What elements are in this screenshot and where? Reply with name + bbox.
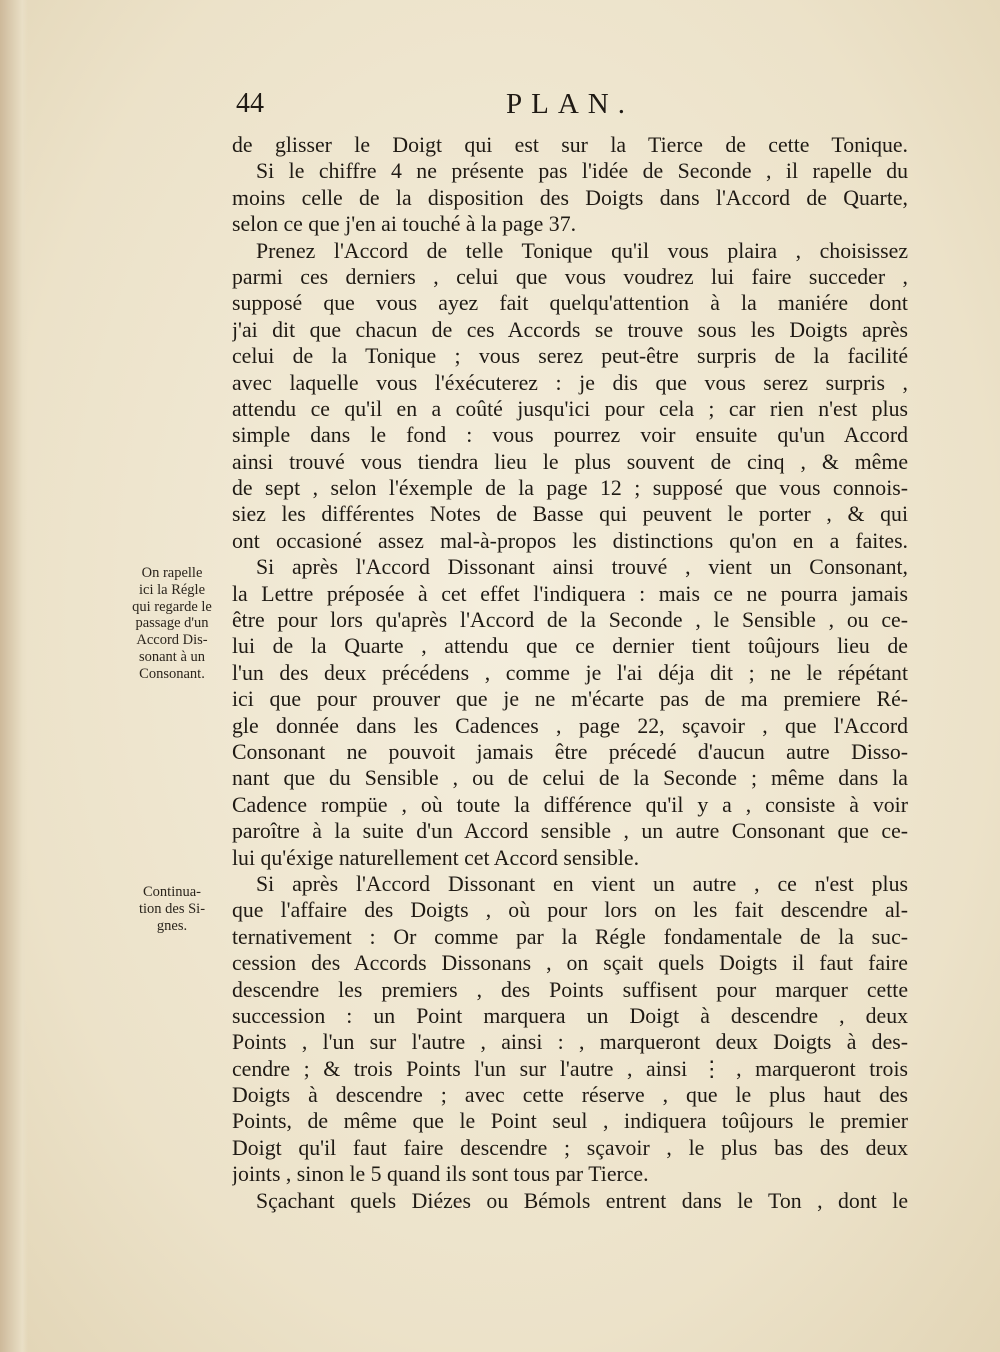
text-line: paroître à la suite d'un Accord sensible , un autre Consonant que ce- [232,819,908,844]
text-line: Cadence rompüe , où toute la différence qu'il y a , consiste à voir [232,792,908,817]
margin-note-line: qui regarde le [132,598,212,615]
margin-note-regle [120,565,224,683]
text-line: nant que du Sensible , ou de celui de la Seconde ; même dans la [232,766,908,791]
margin-note-line: Consonant. [139,665,205,682]
margin-note-line: gnes. [156,917,188,934]
body-text [232,132,908,1214]
text-line: la Lettre préposée à cet effet l'indiquera : mais ce ne pourra jamais [232,581,908,606]
text-line: de glisser le Doigt qui est sur la Tierce de cette Tonique. [232,133,908,157]
text-line: simple dans le fond : vous pourrez voir ensuite qu'un Accord [232,423,908,448]
margin-note-line: Continua- [143,884,201,900]
text-line: lui qu'éxige naturellement cet Accord sensible. [232,845,640,870]
text-line: l'un des deux précédens , comme je l'ai déja dit ; ne le répétant [232,660,908,685]
text-line: joints , sinon le 5 quand ils sont tous par Tierce. [232,1162,649,1187]
text-line: Consonant ne pouvoit jamais être précedé d'aucun autre Disso- [232,739,908,764]
text-line: ternativement : Or comme par la Régle fondamentale de la suc- [232,924,908,949]
text-line: cendre ; & trois Points l'un sur l'autre , ainsi ⋮ , marqueront trois [232,1056,908,1081]
text-line: moins celle de la disposition des Doigts dans l'Accord de Quarte, [232,185,908,210]
text-line: ont occasioné assez mal-à-propos les distinctions qu'on en a faites. [232,528,908,553]
margin-note-line: ici la Régle [138,581,206,598]
text-line: Si le chiffre 4 ne présente pas l'idée de Seconde , il rapelle du [256,159,908,184]
margin-note-signes [120,884,224,934]
text-line: supposé que vous ayez fait quelqu'attention à la maniére dont [232,291,908,316]
margin-note-line: sonant à un [138,648,206,665]
running-title: PLAN. [506,88,634,120]
text-line: Si après l'Accord Dissonant en vient un autre , ce n'est plus [256,871,908,896]
text-line: lui de la Quarte , attendu que ce dernier tient toûjours lieu de [232,634,908,659]
margin-note-line: tion des Si- [138,900,206,917]
text-line: descendre les premiers , des Points suffisent pour marquer cette [232,977,908,1002]
text-line: Points , l'un sur l'autre , ainsi : , marqueront deux Doigts à des- [232,1030,908,1055]
text-line: être pour lors qu'après l'Accord de la Seconde , le Sensible , ou ce- [232,608,908,633]
text-line: siez les différentes Notes de Basse qui peuvent le porter , & qui [232,502,908,527]
text-line: Points, de même que le Point seul , indiquera toûjours le premier [232,1109,908,1134]
text-line: Si après l'Accord Dissonant ainsi trouvé , vient un Consonant, [256,555,908,580]
text-line: attendu ce qu'il en a coûté jusqu'ici pour cela ; car rien n'est plus [232,396,908,421]
text-line: que l'affaire des Doigts , où pour lors on les fait descendre al- [232,898,908,923]
text-line: succession : un Point marquera un Doigt à descendre , deux [232,1003,908,1028]
text-line: Prenez l'Accord de telle Tonique qu'il vous plaira , choisissez [256,238,908,263]
page-header [236,88,906,128]
text-line: gle donnée dans les Cadences , page 22, sçavoir , que l'Accord [232,713,908,738]
page-gutter-shadow [0,0,28,1352]
text-line: Sçachant quels Diézes ou Bémols entrent dans le Ton , dont le [256,1188,908,1213]
text-line: ainsi trouvé vous tiendra lieu le plus souvent de cinq , & même [232,449,908,474]
margin-note-line: Accord Dis- [136,632,208,649]
text-line: de sept , selon l'éxemple de la page 12 ; supposé que vous connois- [232,476,908,501]
text-line: celui de la Tonique ; vous serez peut-être surpris de la facilité [232,344,908,369]
text-line: j'ai dit que chacun de ces Accords se trouve sous les Doigts après [232,317,908,342]
text-line: cession des Accords Dissonans , on sçait quels Doigts il faut faire [232,951,908,976]
text-line: Doigt qu'il faut faire descendre ; sçavoir , le plus bas des deux [232,1135,908,1160]
text-line: avec laquelle vous l'éxécuterez : je dis que vous serez surpris , [232,370,908,395]
text-line: selon ce que j'en ai touché à la page 37. [232,212,577,237]
text-line: ici que pour prouver que je ne m'écarte pas de ma premiere Ré- [232,687,908,712]
text-line: Doigts à descendre ; avec cette réserve , que le plus haut des [232,1083,908,1108]
text-line: parmi ces derniers , celui que vous voudrez lui faire succeder , [232,264,908,289]
page-number: 44 [236,88,264,119]
margin-note-line: passage d'un [135,615,209,632]
margin-note-line: On rapelle [141,565,203,581]
